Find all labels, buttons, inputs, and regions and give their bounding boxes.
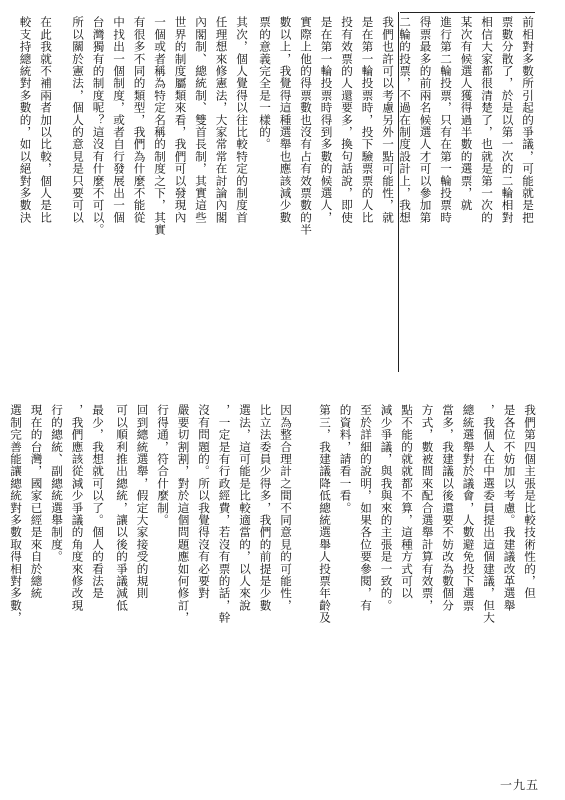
text-line: 比立法委員少得多，我們的前提是少數	[258, 404, 273, 612]
text-line: 前相對多數所引起的爭議，可能就是把	[521, 16, 535, 224]
text-line: 我們也許可以考慮另外一點可能性，就	[381, 16, 395, 224]
text-line: 方式，數被間來配合選舉計算有效票，	[420, 404, 435, 612]
text-line: 行得通，符合什麼制。	[156, 404, 170, 526]
text-column-right-top-2	[258, 16, 398, 364]
top-right-rule	[400, 12, 535, 13]
text-line: 至於詳細的說明，如果各位要參閱，有	[359, 404, 373, 612]
text-line: 實際上他的得票數也沒有占有效票數的半	[299, 16, 313, 236]
text-line: 相信大家都很清楚了，也就是第一次的	[480, 16, 494, 224]
text-line: 進行第二輪投票，只有在第一輪投票時	[439, 16, 453, 224]
text-column-left	[4, 16, 56, 364]
text-line: 我們第四個主張是比較技術性的，但	[523, 404, 537, 600]
text-column-right-top	[398, 16, 538, 364]
text-line: 回到總統選舉，假定大家接受的規則	[135, 404, 150, 600]
text-line: 所以關於憲法，個人的意見是只要可以	[71, 16, 85, 224]
text-line: 可以順利推出總統，讓以後的爭議減低	[115, 404, 129, 612]
text-line: ，一定是有行政經費，若沒有票的話，幹	[217, 404, 232, 624]
text-line: 中找出一個制度，或者自行發展出一個	[112, 16, 126, 224]
text-line: 票數分散了，於是以第一次的二輪相對	[500, 16, 515, 224]
text-line: 沒有問題的。所以我覺得沒有必要對	[197, 404, 211, 600]
text-line: 嚴要切割割，對於這個問題應如何修訂，	[176, 404, 191, 624]
text-line: 的資料，請看一看。	[338, 404, 353, 514]
text-line: 任理想來修憲法，大家常常在討論內閣	[214, 16, 229, 224]
text-line: 內閣制、總統制、雙首長制，其實這些	[194, 16, 208, 224]
page-number: 一九五	[500, 778, 540, 792]
text-line: 現在的台灣，國家已經是來自於總統	[29, 404, 44, 600]
text-line: ，我們應該從減少爭議的角度來修改現	[70, 404, 85, 612]
text-line: 其次，個人覺得以往比較特定的制度首	[235, 16, 249, 224]
text-line: 選法，這可能是比較適當的，以人來說	[238, 404, 252, 612]
text-line: ，我個人在中選委員提出這個建議，但大	[482, 404, 496, 624]
text-line: 某次有候選人獲得過半數的選票，就	[459, 16, 474, 212]
text-line: 一個或者稱為特定名稱的制度之下，其實	[153, 16, 167, 236]
text-line: 數以上，我覺得這種選舉也應該減少數	[278, 16, 293, 224]
text-line: 台灣獨有的制度呢？這沒有什麼不可以。	[91, 16, 106, 236]
text-line: 世界的制度屬類來看，我們可以發現內	[173, 16, 188, 224]
text-line: 二輪的投票，不過在制度設計上，我想	[398, 16, 412, 224]
text-line: 票的意義完全是一樣的。	[258, 16, 272, 151]
text-line: 當多，我建議以後還要不妨改為數個分	[441, 404, 455, 612]
text-line: 是在第一輪投票時，投下驗票票的人比	[360, 16, 375, 224]
text-line: 總統選舉對於議會，人數避免投下選票	[461, 404, 476, 612]
text-column-right-bottom	[300, 404, 540, 764]
text-line: 在此我就不補兩者加以比較，個人是比	[39, 16, 53, 224]
text-line: 較支持總統對多數的，如以絕對多數決	[18, 16, 33, 224]
text-column-middle-lower	[112, 404, 296, 744]
text-line: 投有效票的人還要多，換句話說，即使	[340, 16, 354, 224]
text-line: 減少爭議，與我與來的主張是一致的。	[379, 404, 394, 612]
text-line: 行的總統、副總統選舉制度。	[50, 404, 64, 563]
text-line: 最少，我想就可以了。個人的看法是	[91, 404, 105, 600]
text-line: 得票最多的前兩名候選人才可以參加第	[418, 16, 433, 224]
text-line: 因為整合理計之間不同意見的可能性，	[279, 404, 293, 612]
text-column-middle-bottom	[4, 404, 108, 744]
text-line: 是在第一輪投票時得到多數的候選人，	[319, 16, 334, 224]
text-column-middle	[60, 16, 252, 364]
text-line: 選制完善能讓總統對多數取得相對多數，	[9, 404, 23, 624]
text-line: 有很多不同的類型，我們為什麼不能從	[132, 16, 147, 224]
text-line: 是各位不妨加以考慮。我建議改革選舉	[502, 404, 517, 612]
text-line: 第三，我建議降低總統選舉人投票年齡及	[318, 404, 332, 624]
text-line: 點不能的就就都不算，這種方式可以	[400, 404, 414, 600]
